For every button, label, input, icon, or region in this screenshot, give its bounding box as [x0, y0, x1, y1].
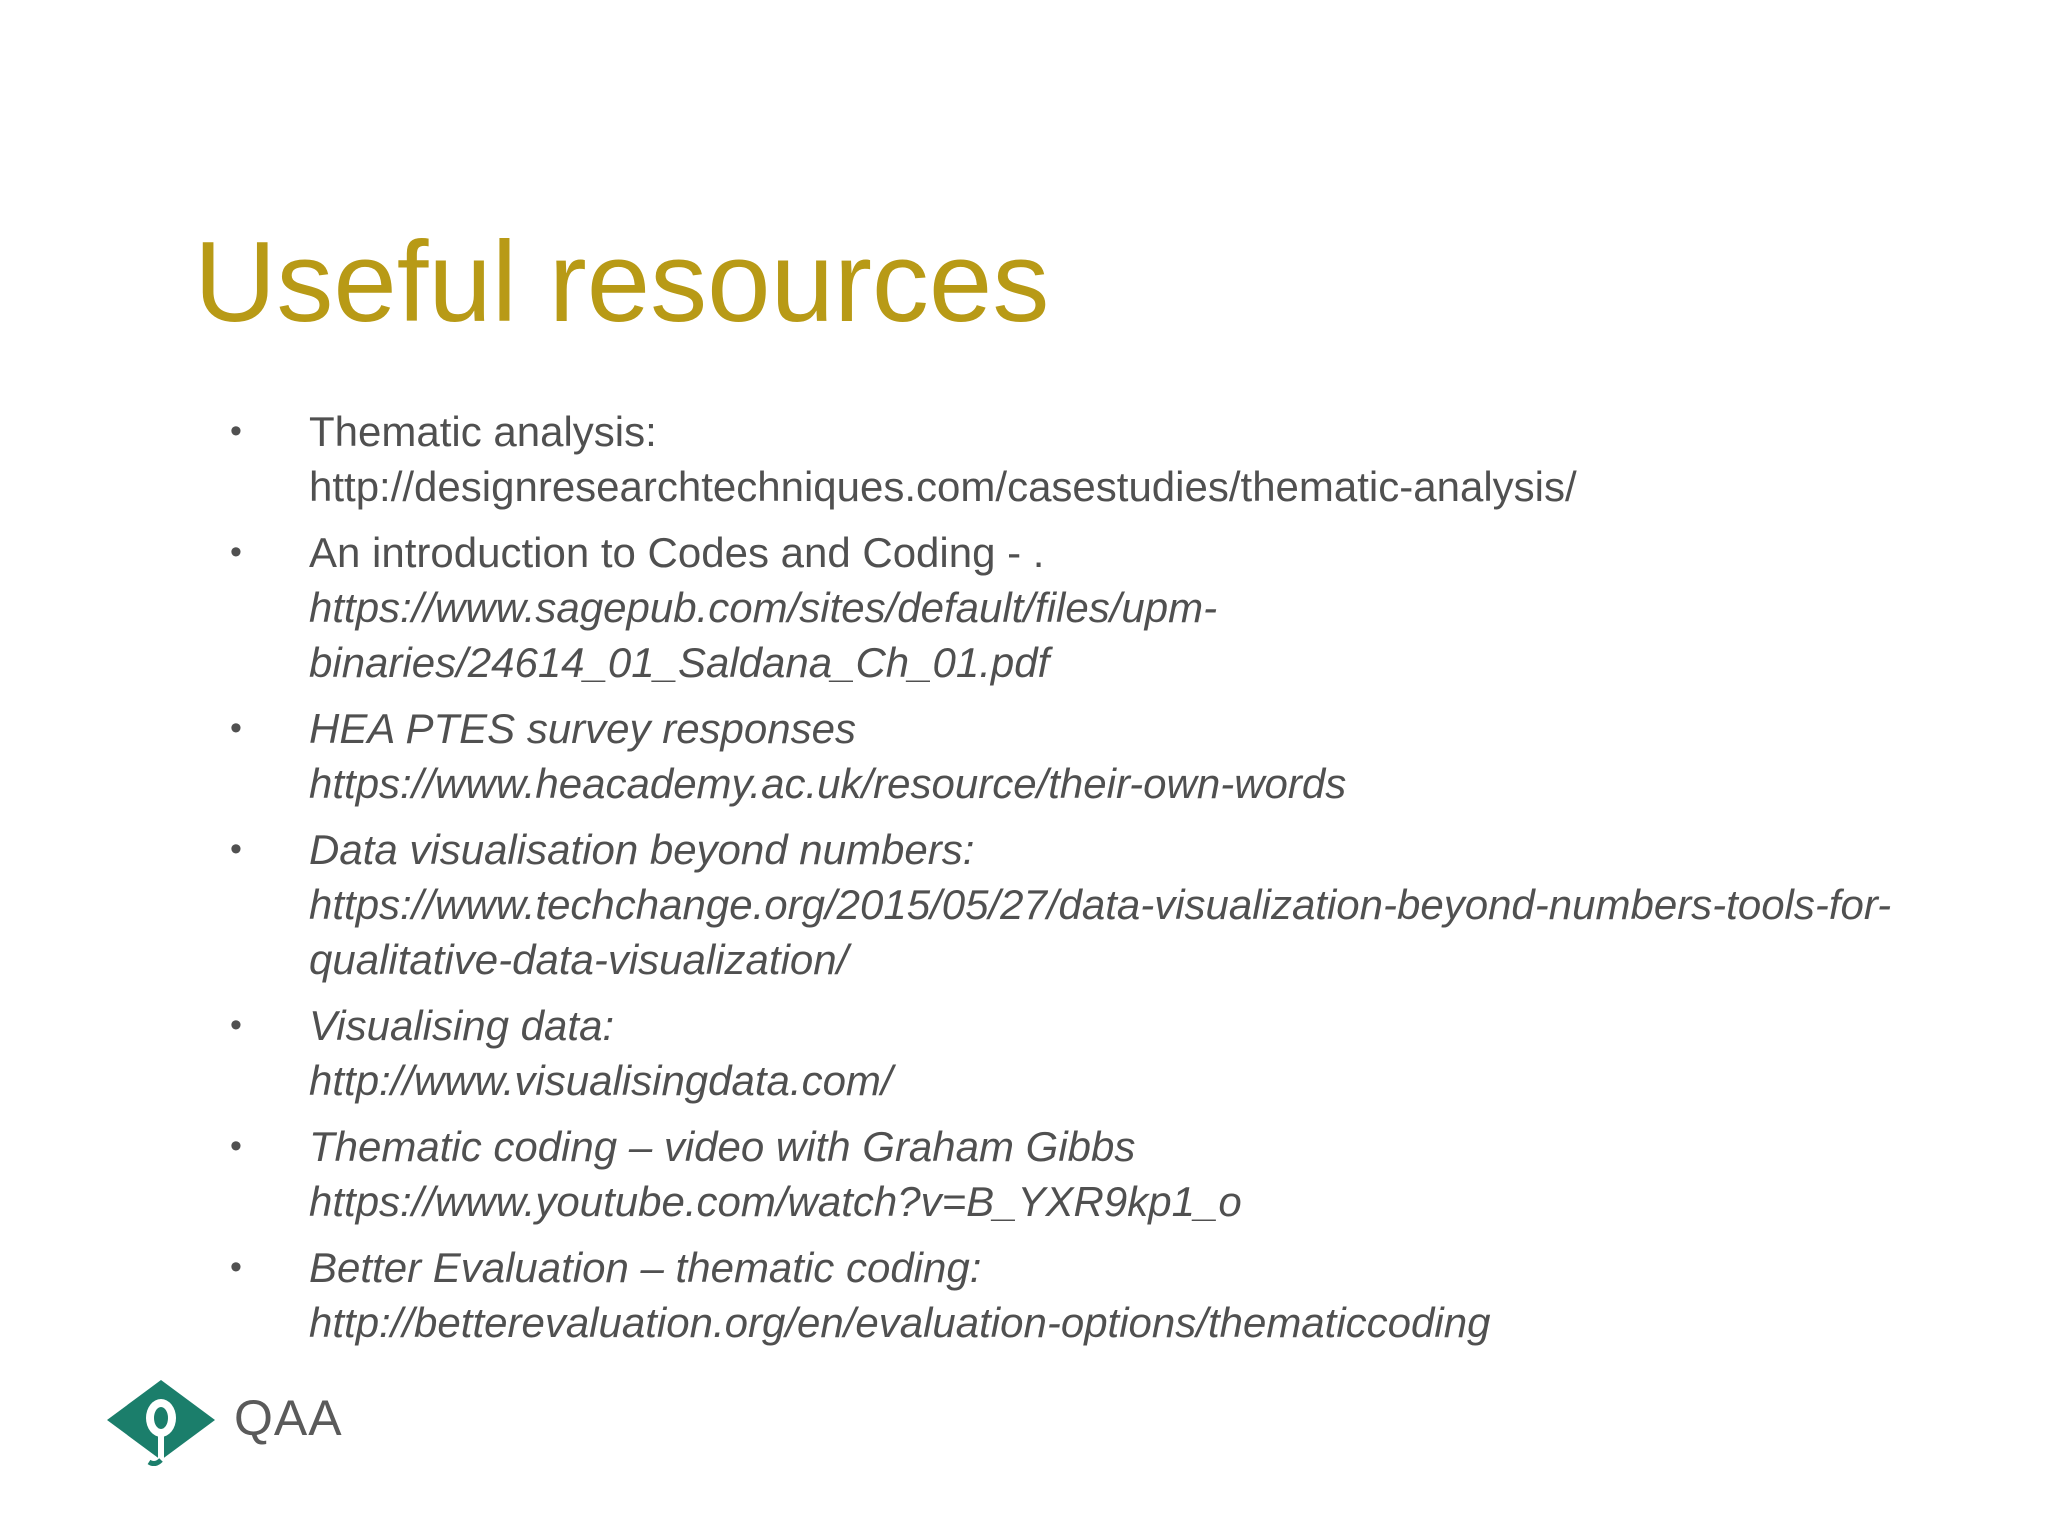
- bullet-marker: •: [230, 412, 242, 450]
- resource-link[interactable]: http://designresearchtechniques.com/casestudies/thematic-analysis/: [309, 463, 1577, 510]
- resource-label: Data visualisation beyond numbers:: [309, 826, 975, 873]
- resource-link[interactable]: http://www.visualisingdata.com/: [309, 1057, 893, 1104]
- resource-item: [230, 1119, 2030, 1229]
- resource-item: [230, 701, 2030, 811]
- resource-label: An introduction to Codes and Coding - .: [309, 529, 1045, 576]
- bullet-marker: •: [230, 1248, 242, 1286]
- resource-item: [230, 822, 2030, 987]
- resource-label: Thematic coding – video with Graham Gibbs: [309, 1123, 1136, 1170]
- slide-title: Useful resources: [194, 219, 1050, 346]
- resource-item: [230, 525, 2030, 690]
- bullet-marker: •: [230, 1127, 242, 1165]
- bullet-marker: •: [230, 533, 242, 571]
- resource-link[interactable]: https://www.heacademy.ac.uk/resource/their-own-words: [309, 760, 1347, 807]
- resource-label: Visualising data:: [309, 1002, 615, 1049]
- resource-label: Better Evaluation – thematic coding:: [309, 1244, 982, 1291]
- logo-text: QAA: [234, 1390, 343, 1446]
- resource-link[interactable]: https://www.youtube.com/watch?v=B_YXR9kp1_o: [309, 1178, 1242, 1225]
- resource-item: [230, 1240, 2030, 1350]
- resource-label: HEA PTES survey responses: [309, 705, 856, 752]
- bullet-marker: •: [230, 830, 242, 868]
- resource-label: qualitative-data-visualization/: [309, 936, 849, 983]
- qaa-logo-icon: [103, 1376, 219, 1466]
- bullet-marker: •: [230, 709, 242, 747]
- resource-link[interactable]: https://www.sagepub.com/sites/default/files/upm-: [309, 584, 1218, 631]
- qaa-logo: [103, 1376, 343, 1466]
- resource-item: [230, 404, 2030, 514]
- bullet-marker: •: [230, 1006, 242, 1044]
- resource-link[interactable]: http://betterevaluation.org/en/evaluation-options/thematiccoding: [309, 1299, 1491, 1346]
- resource-link[interactable]: https://www.techchange.org/2015/05/27/data-visualization-beyond-numbers-tools-for-: [309, 881, 1892, 928]
- resource-list: [230, 404, 2030, 1361]
- resource-label: binaries/24614_01_Saldana_Ch_01.pdf: [309, 639, 1050, 686]
- resource-item: [230, 998, 2030, 1108]
- resource-label: Thematic analysis:: [309, 408, 657, 455]
